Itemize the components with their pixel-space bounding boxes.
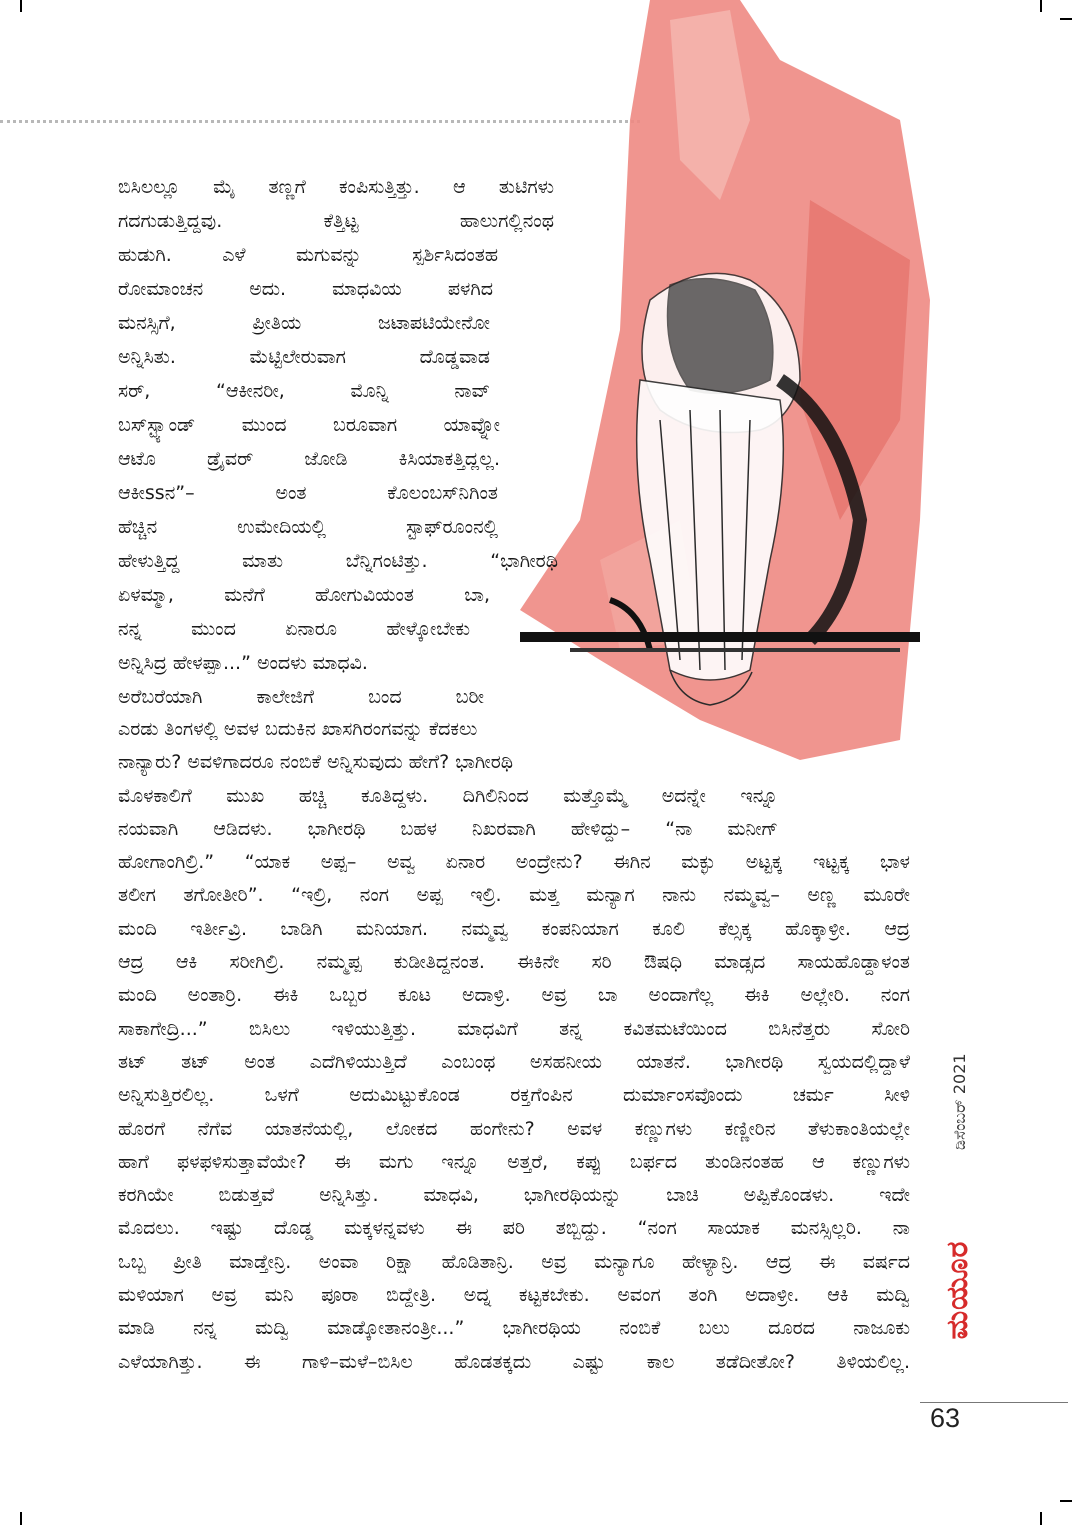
magazine-masthead: ಮಯೂರ bbox=[940, 1240, 975, 1340]
floor-line bbox=[520, 632, 920, 642]
crop-mark-right-upper bbox=[1060, 18, 1072, 20]
text-line: ಆದ್ರ ಆಕಿ ಸರೀಗಿಲ್ರಿ. ನಮ್ಮಪ್ಪ ಕುಡೀತಿದ್ದನಂತ. ಈಕಿನೇ ಸರಿ ಔಷಧಿ ಮಾಡ್ಸದ ಸಾಯಹೊಡ್ದಾಳಂತ bbox=[118, 951, 910, 974]
text-line: ತಲೀಗ ತಗೋತೀರಿ”. “ಇಲ್ರಿ, ನಂಗ ಅಪ್ಪ ಇಲ್ರಿ. ಮತ್ತ ಮನ್ಯಾಗ ನಾನು ನಮ್ಮವ್ವ– ಅಣ್ಣ ಮೂರೇ bbox=[118, 884, 910, 907]
text-line: ಗದಗುಡುತ್ತಿದ್ದವು. ಕೆತ್ತಿಟ್ಟ ಹಾಲುಗಲ್ಲಿನಂಥ bbox=[118, 210, 554, 232]
crop-mark-bottom-right bbox=[1040, 1512, 1042, 1525]
text-line: ಅನ್ನಿಸುತ್ತಿರಲಿಲ್ಲ. ಒಳಗೆ ಅದುಮಿಟ್ಟುಕೊಂಡ ರಕ್ತಗೆಂಪಿನ ದುರ್ಮಾಂಸವೊಂದು ಚರ್ಮ ಸೀಳಿ bbox=[118, 1084, 910, 1107]
text-line: ನಾನ್ಯಾರು? ಅವಳಿಗಾದರೂ ನಂಬಿಕೆ ಅನ್ನಿಸುವುದು ಹೇಗೆ? ಭಾಗೀರಥಿ bbox=[118, 751, 514, 774]
article-paragraph-narrow bbox=[118, 170, 558, 714]
text-line: ಮೊದಲು. ಇಷ್ಟು ದೊಡ್ಡ ಮಕ್ಕಳನ್ನವಳು ಈ ಪರಿ ತಬ್ಬಿದ್ದು. “ನಂಗ ಸಾಯಾಕ ಮನಸ್ಸಿಲ್ಲರಿ. ನಾ bbox=[118, 1217, 910, 1240]
text-line: ಅರೆಬರೆಯಾಗಿ ಕಾಲೇಜಿಗೆ ಬಂದ ಬರೀ bbox=[118, 686, 484, 708]
text-line: ಹೊರಗೆ ನೆಗೆವ ಯಾತನೆಯಲ್ಲಿ, ಲೋಕದ ಹಂಗೇನು? ಅವಳ ಕಣ್ಣುಗಳು ಕಣ್ಣೀರಿನ ತೆಳುಕಾಂತಿಯಲ್ಲೇ bbox=[118, 1117, 910, 1140]
text-line: ಮಂದಿ ಇರ್ತೀವ್ರಿ. ಬಾಡಿಗಿ ಮನಿಯಾಗ. ನಮ್ಮವ್ವ ಕಂಪನಿಯಾಗ ಕೂಲಿ ಕೆಲ್ಸಕ್ಕ ಹೊಕ್ಕಾಳ್ರೀ. ಆದ್ರ bbox=[118, 917, 910, 940]
text-line: ಆಟೊ ಡ್ರೈವರ್ ಜೋಡಿ ಕಿಸಿಯಾಕತ್ತಿದ್ಲಲ್ಲ. bbox=[118, 448, 500, 470]
text-line: ತಟ್ ತಟ್ ಅಂತ ಎದೆಗಿಳಿಯುತ್ತಿದೆ ಎಂಬಂಥ ಅಸಹನೀಯ ಯಾತನೆ. ಭಾಗೀರಥಿ ಸ್ವಯದಲ್ಲಿದ್ದಾಳೆ bbox=[118, 1050, 910, 1073]
text-line: ಮಂದಿ ಅಂತಾರ್ರಿ. ಈಕಿ ಒಬ್ಬರ ಕೂಟ ಅದಾಳ್ರಿ. ಅವ್ರ ಬಾ ಅಂದಾಗೆಲ್ಲ ಈಕಿ ಅಲ್ಲೇರಿ. ನಂಗ bbox=[118, 984, 910, 1007]
crop-mark-top-right bbox=[1040, 0, 1042, 12]
crop-mark-top-left bbox=[20, 0, 22, 12]
text-line: ಬಿಸಿಲಲ್ಲೂ ಮೈ ತಣ್ಣಗೆ ಕಂಪಿಸುತ್ತಿತ್ತು. ಆ ತುಟಿಗಳು bbox=[118, 176, 554, 198]
text-line: ಕರಗಿಯೇ ಬಿಡುತ್ತವೆ ಅನ್ನಿಸಿತ್ತು. ಮಾಧವಿ, ಭಾಗೀರಥಿಯನ್ನು ಬಾಚಿ ಅಪ್ಪಿಕೊಂಡಳು. ಇದೇ bbox=[118, 1184, 910, 1207]
text-line: ಸರ್, “ಆಕೀನರೀ, ಮೊನ್ನಿ ನಾವ್ bbox=[118, 380, 490, 402]
issue-date: ಡಿಸೆಂಬರ್ 2021 bbox=[950, 1053, 969, 1150]
text-line: ಎರಡು ತಿಂಗಳಲ್ಲಿ ಅವಳ ಬದುಕಿನ ಖಾಸಗಿರಂಗವನ್ನು ಕೆದಕಲು bbox=[118, 718, 478, 740]
text-line: ಏಳಮ್ಮಾ, ಮನೆಗೆ ಹೋಗುವಿಯಂತ ಬಾ, bbox=[118, 584, 490, 606]
text-line: ಮಳಿಯಾಗ ಅವ್ರ ಮನಿ ಪೂರಾ ಬಿದ್ದೇತ್ರಿ. ಅದ್ನ ಕಟ್ಟಕಬೇಕು. ಅವಂಗ ತಂಗಿ ಅದಾಳ್ರೀ. ಆಕಿ ಮದ್ವಿ bbox=[118, 1284, 910, 1307]
crop-mark-bottom-left bbox=[20, 1512, 22, 1525]
text-line: ಬಸ್‌ಸ್ಟ್ಯಾಂಡ್ ಮುಂದ ಬರೂವಾಗ ಯಾವ್ನೋ bbox=[118, 414, 500, 436]
text-line: ಅನ್ನಿಸಿತು. ಮೆಟ್ಟಿಲೇರುವಾಗ ದೊಡ್ಡವಾಡ bbox=[118, 346, 490, 368]
text-line: ನನ್ನ ಮುಂದ ಏನಾರೂ ಹೇಳ್ಕೋಬೇಕು bbox=[118, 618, 470, 640]
text-line: ಎಳೆಯಾಗಿತ್ತು. ಈ ಗಾಳಿ–ಮಳೆ–ಬಿಸಿಲ ಹೊಡತಕ್ಕದು ಎಷ್ಟು ಕಾಲ ತಡೆದೀತೋ? ತಿಳಿಯಲಿಲ್ಲ. bbox=[118, 1350, 910, 1373]
text-line: ಒಬ್ಬ ಪ್ರೀತಿ ಮಾಡ್ತೇನ್ರಿ. ಅಂವಾ ರಿಕ್ಷಾ ಹೊಡಿತಾನ್ರಿ. ಅವ್ರ ಮನ್ಯಾಗೂ ಹೇಳ್ಯಾನ್ರಿ. ಆದ್ರ ಈ ವರ್ಷದ bbox=[118, 1250, 910, 1273]
text-line: ಹೋಗಾಂಗಿಲ್ರಿ.” “ಯಾಕ ಅಪ್ಪ– ಅವ್ವ ಏನಾರ ಅಂದ್ರೇನು? ಈಗಿನ ಮಕ್ಳು ಅಟ್ಟಕ್ಕ ಇಟ್ಟಕ್ಕ ಭಾಳ bbox=[118, 851, 910, 874]
text-line: ಆಕೀssನ”– ಅಂತ ಕೊಲಂಬಸ್‌ನಿಗಿಂತ bbox=[118, 482, 498, 504]
text-line: ಹೇಳುತ್ತಿದ್ದ ಮಾತು ಬೆನ್ನಿಗಂಟಿತ್ತು. “ಭಾಗೀರಥಿ bbox=[118, 550, 558, 572]
page-number: 63 bbox=[930, 1403, 961, 1433]
crop-mark-right-lower bbox=[1060, 1500, 1072, 1502]
text-line: ಸಾಕಾಗೇದ್ರಿ...” ಬಿಸಿಲು ಇಳಿಯುತ್ತಿತ್ತು. ಮಾಧವಿಗೆ ತನ್ನ ಕವಿತಮಟೆಯಿಂದ ಬಿಸಿನೆತ್ತರು ಸೋರಿ bbox=[118, 1017, 910, 1040]
text-line: ಹೆಚ್ಚಿನ ಉಮೇದಿಯಲ್ಲಿ ಸ್ಟಾಫ್‌ರೂಂನಲ್ಲಿ bbox=[118, 516, 498, 538]
text-line: ಅನ್ನಿಸಿದ್ರ ಹೇಳಪ್ಪಾ...” ಅಂದಳು ಮಾಧವಿ. bbox=[118, 652, 368, 674]
text-line: ಹಾಗೆ ಫಳಫಳಿಸುತ್ತಾವೆಯೇ? ಈ ಮಗು ಇನ್ನೂ ಅತ್ತರೆ, ಕಪ್ಪು ಬರ್ಫದ ತುಂಡಿನಂತಹ ಆ ಕಣ್ಣುಗಳು bbox=[118, 1150, 910, 1173]
article-paragraph-wide bbox=[118, 713, 910, 1379]
text-line: ಹುಡುಗಿ. ಎಳೆ ಮಗುವನ್ನು ಸ್ಪರ್ಶಿಸಿದಂತಹ bbox=[118, 244, 498, 266]
text-line: ಮೊಳಕಾಲಿಗೆ ಮುಖ ಹಚ್ಚಿ ಕೂತಿದ್ದಳು. ದಿಗಿಲಿನಿಂದ ಮತ್ತೊಮ್ಮೆ ಅದನ್ನೇ ಇನ್ನೂ bbox=[118, 784, 778, 807]
text-line: ರೋಮಾಂಚನ ಅದು. ಮಾಧವಿಯ ಪಳಗಿದ bbox=[118, 278, 493, 300]
text-line: ಮನಸ್ಸಿಗೆ, ಪ್ರೀತಿಯ ಜಟಾಪಟಿಯೇನೋ bbox=[118, 312, 490, 334]
text-line: ಮಾಡಿ ನನ್ನ ಮದ್ವಿ ಮಾಡ್ಕೋತಾನಂತ್ರೀ...” ಭಾಗೀರಥಿಯ ನಂಬಿಕೆ ಬಲು ದೂರದ ನಾಜೂಕು bbox=[118, 1317, 910, 1340]
text-line: ನಯವಾಗಿ ಆಡಿದಳು. ಭಾಗೀರಥಿ ಬಹಳ ನಿಖರವಾಗಿ ಹೇಳಿದ್ದು– “ನಾ ಮನೀಗ್ bbox=[118, 817, 778, 840]
